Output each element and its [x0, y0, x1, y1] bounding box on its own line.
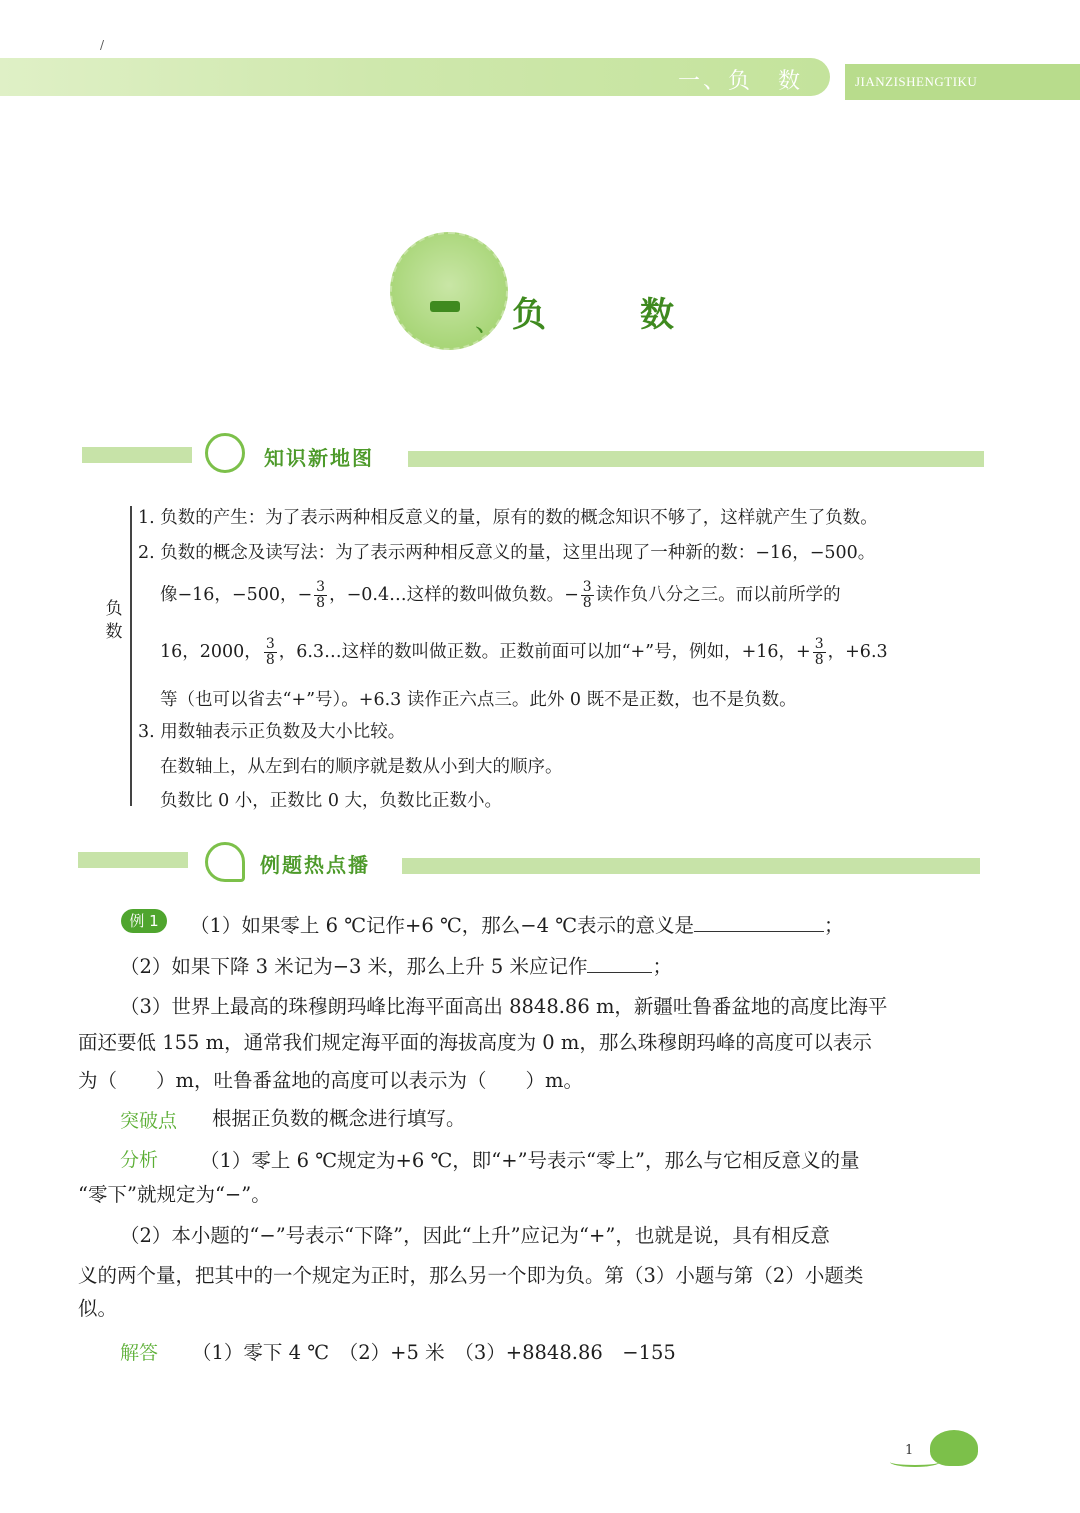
fraction — [581, 580, 594, 611]
breakthrough-label: 突破点 — [120, 1110, 178, 1132]
section-bar-right — [402, 858, 980, 874]
section-bar-left — [78, 852, 188, 868]
text: ； — [652, 955, 672, 978]
question-3-line-3: 为（ ）m，吐鲁番盆地的高度可以表示为（ ）m。 — [78, 1069, 583, 1092]
denominator: 8 — [814, 652, 824, 668]
answer-blank[interactable] — [694, 911, 824, 932]
text: （2）如果下降 3 米记为−3 米，那么上升 5 米应记作 — [120, 955, 588, 978]
numerator: 3 — [582, 579, 592, 595]
microphone-icon — [205, 842, 245, 882]
question-3-line-1: （3）世界上最高的珠穆朗玛峰比海平面高出 8848.86 m，新疆吐鲁番盆地的高度比海平 — [120, 995, 888, 1018]
text: 16，2000， — [160, 642, 262, 662]
text: ，+6.3 — [827, 642, 888, 662]
text: ，−0.4…这样的数叫做负数。− — [329, 585, 579, 605]
breakthrough-text: 根据正负数的概念进行填写。 — [212, 1107, 466, 1130]
chapter-title-word2: 数 — [640, 295, 674, 335]
analysis-line-5: 似。 — [78, 1297, 118, 1320]
denominator: 8 — [265, 652, 275, 668]
question-3-line-2: 面还要低 155 m，通常我们规定海平面的海拔高度为 0 m，那么珠穆朗玛峰的高度可以表示 — [78, 1031, 872, 1054]
knowledge-line-2: 2. 负数的概念及读写法：为了表示两种相反意义的量，这里出现了一种新的数：−16，−500。 — [138, 543, 876, 563]
question-2 — [120, 952, 672, 980]
numerator: 3 — [814, 636, 824, 652]
analysis-line-1: （1）零上 6 ℃规定为+6 ℃，即“+”号表示“零上”，那么与它相反意义的量 — [200, 1149, 860, 1172]
fraction — [314, 580, 327, 611]
chapter-comma: 、 — [475, 308, 502, 338]
text: 读作负八分之三。而以前所学的 — [595, 585, 841, 605]
answer-text: （1）零下 4 ℃ （2）+5 米 （3）+8848.86 −155 — [192, 1341, 676, 1364]
section-bar-left — [82, 447, 192, 463]
knowledge-line-3 — [160, 580, 841, 611]
bracket-line — [130, 506, 132, 806]
question-1 — [190, 911, 844, 939]
side-label: 负数 — [105, 599, 123, 642]
text: （1）如果零上 6 ℃记作+6 ℃，那么−4 ℃表示的意义是 — [190, 914, 695, 937]
globe-icon — [205, 433, 245, 473]
numerator: 3 — [316, 579, 326, 595]
page-number: 1 — [905, 1443, 914, 1458]
text: 像−16，−500，− — [160, 585, 313, 605]
header-subtitle: JIANZISHENGTIKU — [855, 74, 978, 89]
analysis-line-2: “零下”就规定为“−”。 — [78, 1183, 271, 1206]
knowledge-section-title: 知识新地图 — [264, 446, 374, 470]
knowledge-line-7: 在数轴上，从左到右的顺序就是数从小到大的顺序。 — [160, 757, 563, 777]
knowledge-line-5: 等（也可以省去“+”号）。+6.3 读作正六点三。此外 0 既不是正数，也不是负数。 — [160, 690, 797, 710]
knowledge-line-6: 3. 用数轴表示正负数及大小比较。 — [138, 722, 406, 742]
header-title: 一、负 数 — [678, 69, 804, 94]
fraction — [813, 637, 826, 668]
example-badge: 例 1 — [121, 909, 167, 933]
answer-label: 解答 — [120, 1342, 159, 1364]
analysis-line-3: （2）本小题的“−”号表示“下降”，因此“上升”应记为“+”，也就是说，具有相反意 — [120, 1224, 830, 1247]
chapter-number — [430, 301, 460, 312]
section-bar-right — [408, 451, 984, 467]
denominator: 8 — [316, 595, 326, 611]
corner-mark: / — [100, 38, 105, 52]
fraction — [264, 637, 277, 668]
whale-icon — [930, 1430, 978, 1466]
denominator: 8 — [582, 595, 592, 611]
analysis-label: 分析 — [120, 1149, 159, 1171]
numerator: 3 — [265, 636, 275, 652]
chapter-title-word1: 负 — [512, 295, 546, 335]
knowledge-line-1: 1. 负数的产生：为了表示两种相反意义的量，原有的数的概念知识不够了，这样就产生了负数。 — [138, 508, 878, 528]
answer-blank[interactable] — [587, 952, 652, 973]
knowledge-line-4 — [160, 637, 888, 668]
text: ，6.3…这样的数叫做正数。正数前面可以加“+”号，例如，+16，+ — [278, 642, 811, 662]
text: ； — [824, 914, 844, 937]
example-section-title: 例题热点播 — [260, 853, 370, 877]
analysis-line-4: 义的两个量，把其中的一个规定为正时，那么另一个即为负。第（3）小题与第（2）小题类 — [78, 1264, 864, 1287]
knowledge-line-8: 负数比 0 小，正数比 0 大，负数比正数小。 — [160, 791, 503, 811]
